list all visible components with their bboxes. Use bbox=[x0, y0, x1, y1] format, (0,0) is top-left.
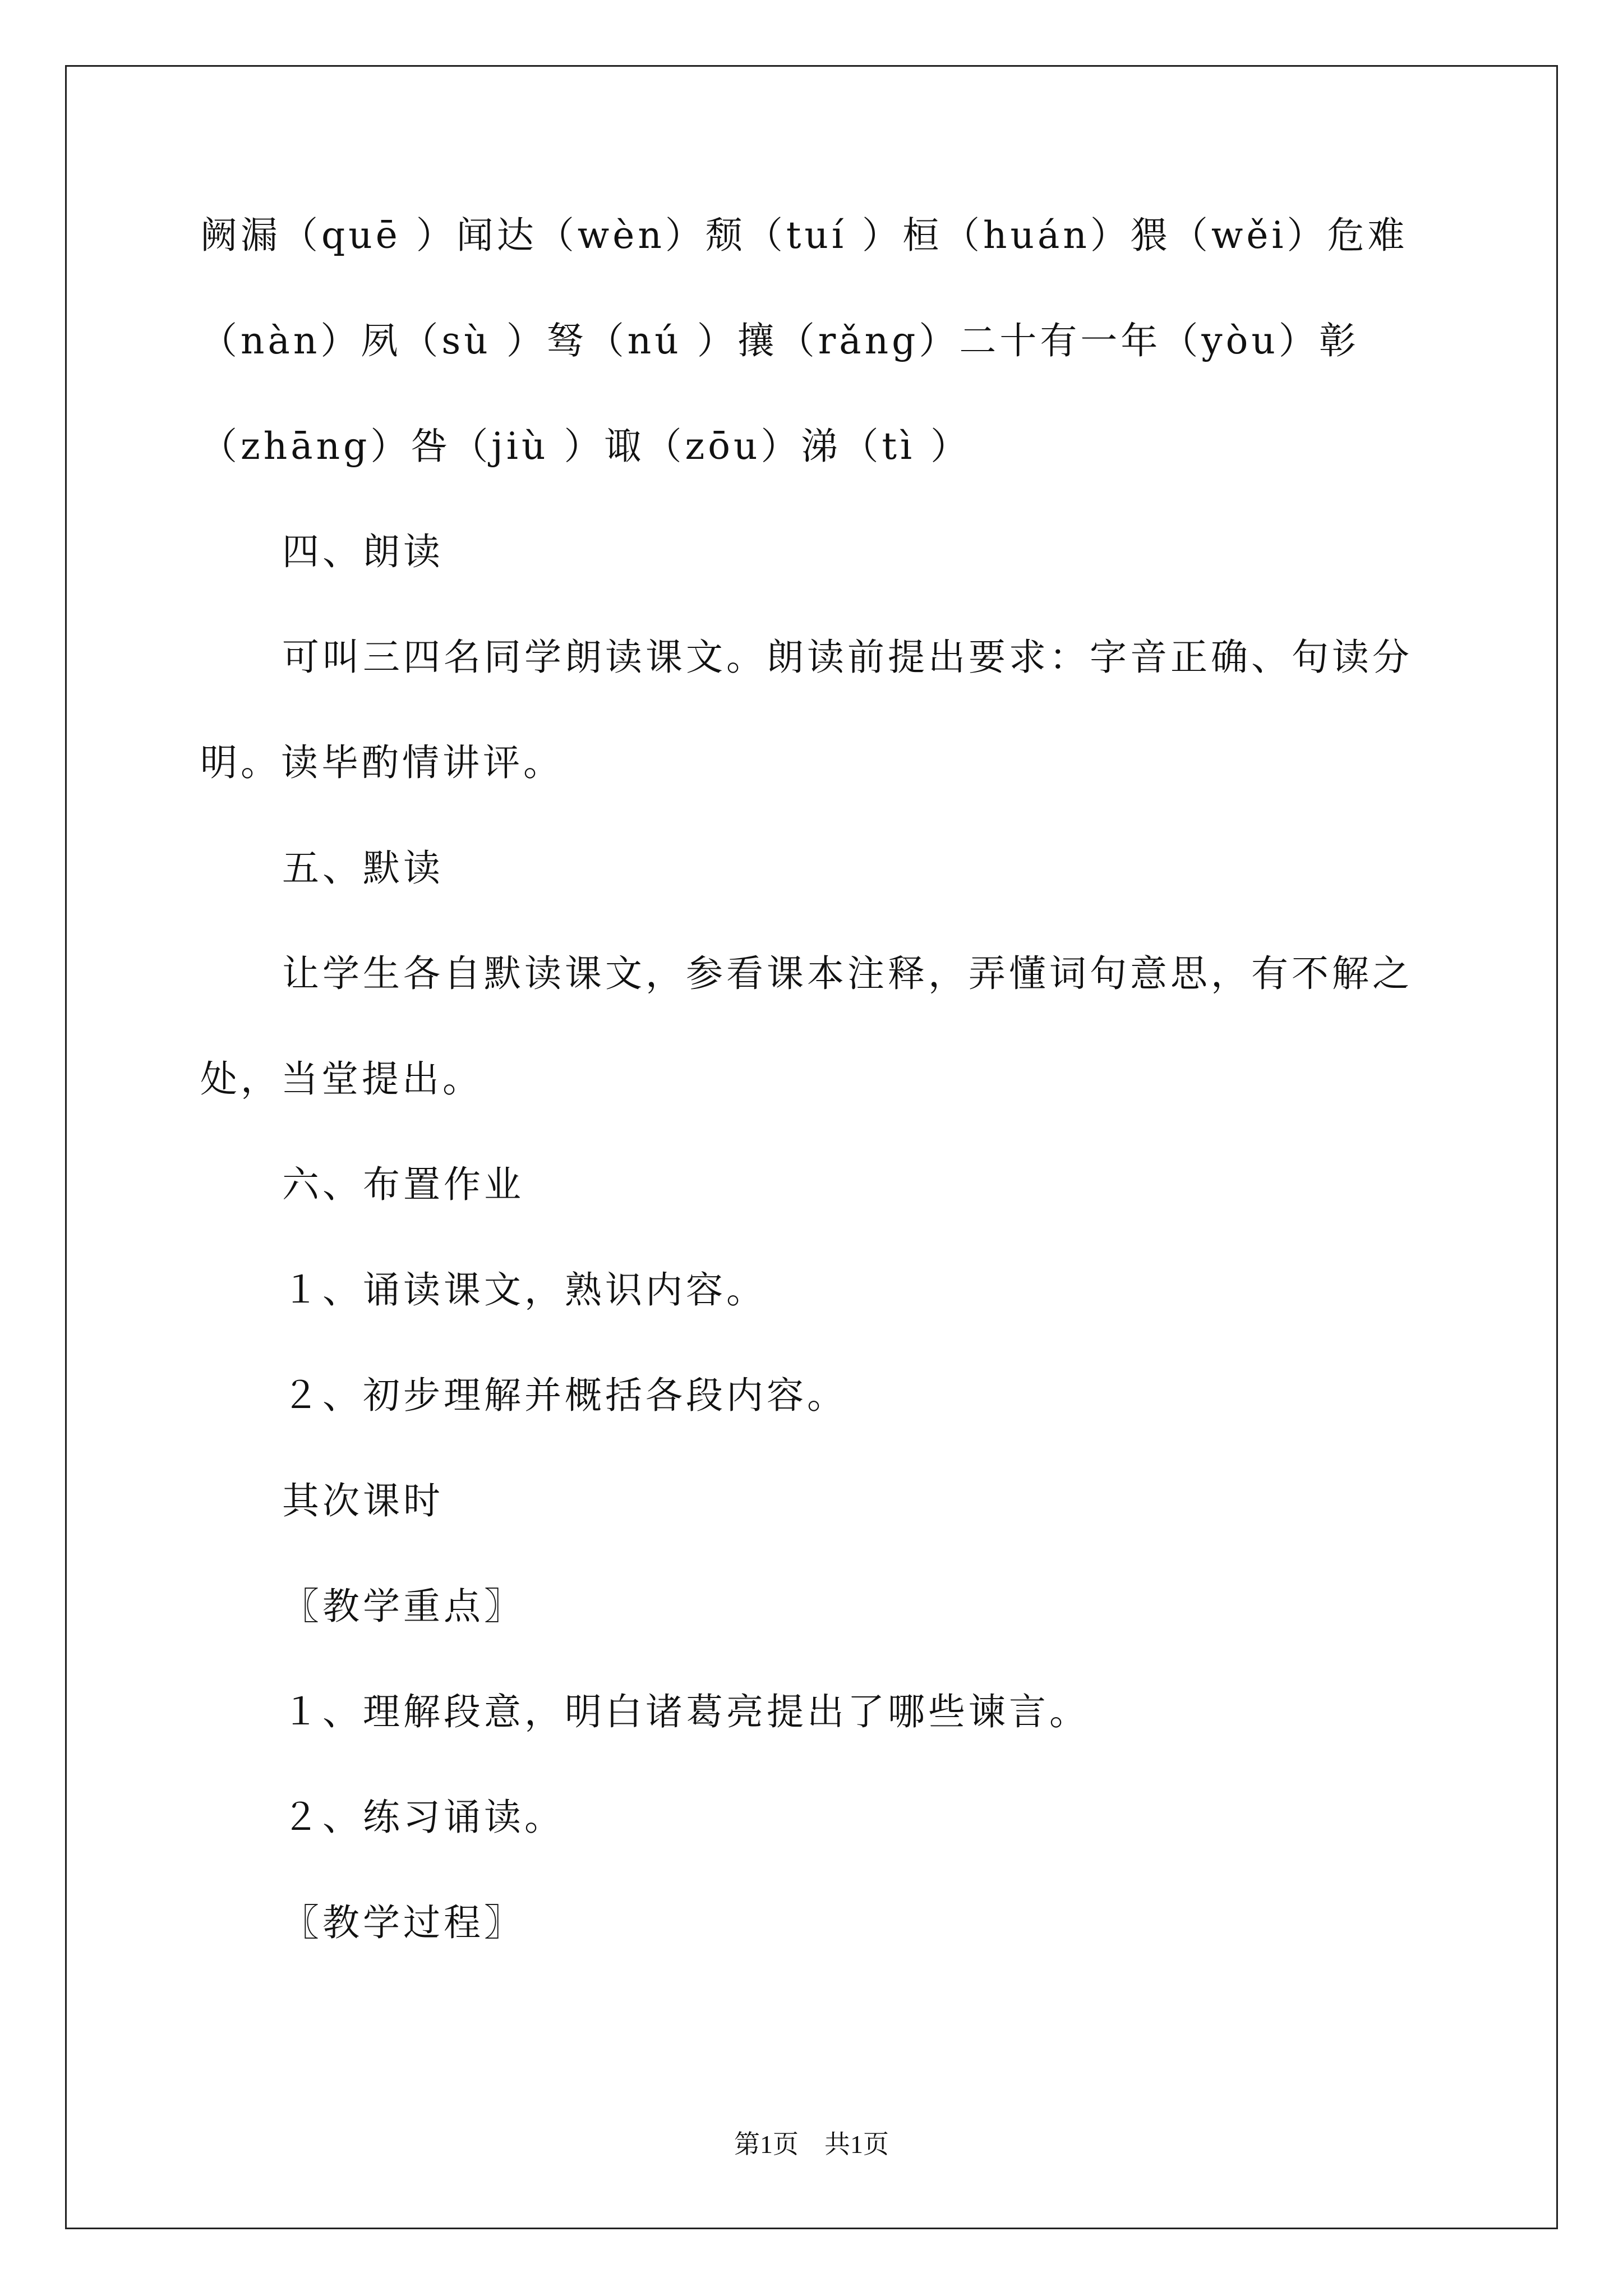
paragraph-reading-aloud-line-2: 明。读毕酌情讲评。 bbox=[200, 741, 564, 784]
teaching-focus-item-1: １、理解段意，明白诸葛亮提出了哪些谏言。 bbox=[282, 1690, 1090, 1733]
section-heading-reading-aloud: 四、朗读 bbox=[282, 530, 444, 573]
teaching-focus-item-2: ２、练习诵读。 bbox=[282, 1796, 565, 1839]
pinyin-line-3: （zhāng）咎（jiù ）诹（zōu）涕（tì ） bbox=[200, 425, 971, 468]
subheading-teaching-focus: 〖教学重点〗 bbox=[282, 1585, 524, 1628]
homework-item-1: １、诵读课文，熟识内容。 bbox=[282, 1268, 767, 1312]
section-heading-homework: 六、布置作业 bbox=[282, 1163, 524, 1206]
paragraph-silent-reading-line-2: 处，当堂提出。 bbox=[200, 1057, 483, 1101]
paragraph-reading-aloud-line-1: 可叫三四名同学朗读课文。朗读前提出要求：字音正确、句读分 bbox=[282, 636, 1413, 679]
section-heading-second-lesson: 其次课时 bbox=[282, 1479, 444, 1522]
pinyin-line-1: 阙漏（quē ）闻达（wèn）颓（tuí ）桓（huán）猥（wěi）危难 bbox=[200, 214, 1408, 257]
page-number-footer: 第1页 共1页 bbox=[734, 2130, 889, 2159]
subheading-teaching-process: 〖教学过程〗 bbox=[282, 1901, 524, 1944]
section-heading-silent-reading: 五、默读 bbox=[282, 846, 444, 890]
pinyin-line-2: （nàn）夙（sù ）驽（nú ）攘（rǎng）二十有一年（yòu）彰 bbox=[200, 319, 1359, 362]
paragraph-silent-reading-line-1: 让学生各自默读课文，参看课本注释，弄懂词句意思，有不解之 bbox=[282, 952, 1413, 995]
homework-item-2: ２、初步理解并概括各段内容。 bbox=[282, 1374, 847, 1417]
